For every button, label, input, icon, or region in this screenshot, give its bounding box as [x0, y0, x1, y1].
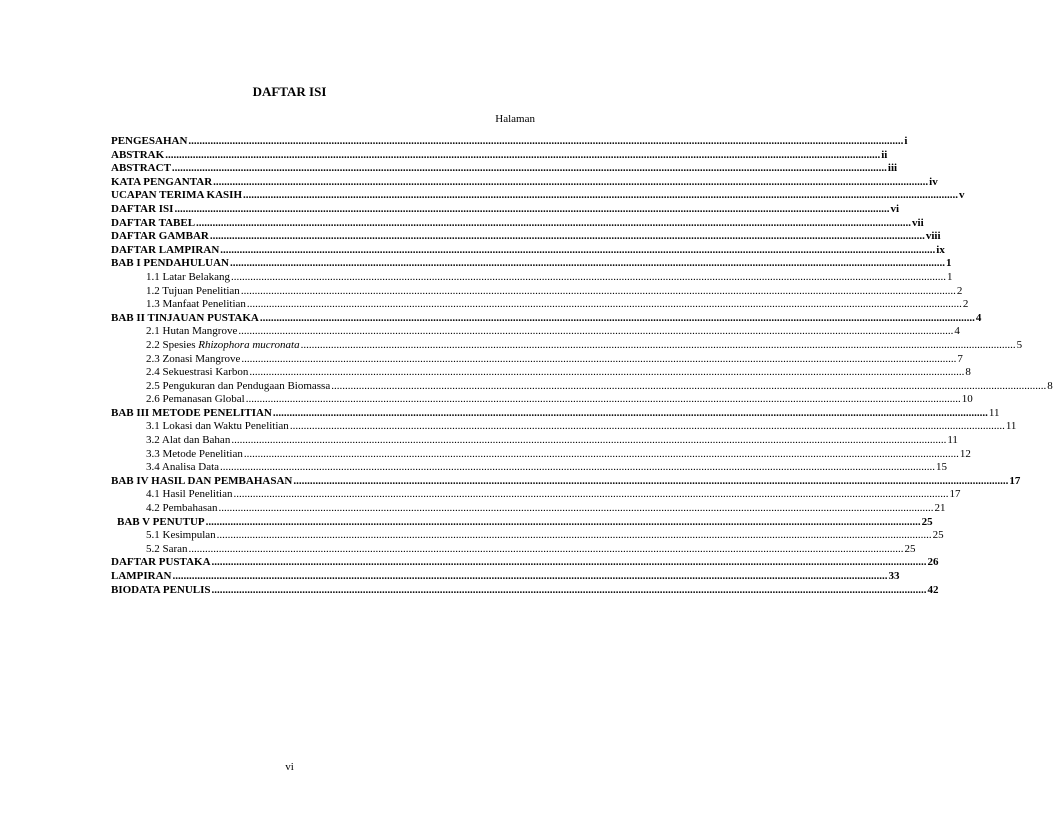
dot-leader: ....................................................................................................................................................................................................................................................................	[209, 230, 925, 243]
toc-section-row	[111, 529, 944, 543]
toc-section-row	[111, 270, 953, 285]
toc-entry-label	[111, 189, 242, 203]
toc-entry-label	[111, 556, 211, 570]
toc-entry-label	[111, 570, 172, 584]
dot-leader: ....................................................................................................................................................................................................................................................................	[188, 542, 904, 555]
dot-leader: ....................................................................................................................................................................................................................................................................	[229, 257, 945, 270]
toc-page-number: 25	[904, 542, 916, 555]
toc-section-row	[111, 542, 916, 557]
toc-entry-text: 5.2 Saran	[146, 542, 188, 555]
dot-leader: ....................................................................................................................................................................................................................................................................	[188, 135, 904, 147]
page-column-label: Halaman	[495, 113, 535, 125]
toc-entry-text: 2.3 Zonasi Mangrove	[146, 352, 241, 365]
toc-entry-label	[146, 420, 289, 434]
toc-page-number: 26	[927, 556, 939, 569]
toc-entry-text: DAFTAR GAMBAR	[111, 230, 209, 243]
toc-entry-text: 2.4 Sekuestrasi Karbon	[146, 366, 249, 379]
toc-entry-label	[111, 217, 195, 231]
toc-section-row	[111, 420, 1017, 434]
toc-entry-text: ABSTRACT	[111, 162, 171, 175]
dot-leader: ....................................................................................................................................................................................................................................................................	[240, 284, 956, 297]
toc-section-row	[111, 298, 969, 312]
toc-entry-label	[146, 543, 188, 557]
toc-entry-text: 3.2 Alat dan Bahan	[146, 434, 231, 447]
toc-chapter-row	[111, 135, 908, 149]
toc-page-number: ix	[936, 243, 945, 256]
toc-entry-text: 2.5 Pengukuran dan Pendugaan Biomassa	[146, 379, 331, 392]
page-title: DAFTAR ISI	[252, 84, 327, 99]
dot-leader: ....................................................................................................................................................................................................................................................................	[171, 162, 887, 175]
toc-entry-label	[146, 380, 330, 394]
toc-page-number: 1	[945, 257, 952, 270]
toc-section-row	[111, 488, 961, 502]
dot-leader: ....................................................................................................................................................................................................................................................................	[165, 148, 881, 161]
toc-page-number: 7	[957, 352, 963, 365]
dot-leader: ....................................................................................................................................................................................................................................................................	[220, 243, 936, 256]
toc-page-number: vi	[890, 202, 900, 215]
dot-leader: ....................................................................................................................................................................................................................................................................	[243, 189, 958, 202]
toc-page-number: 15	[936, 461, 948, 474]
toc-entry-label	[146, 353, 240, 367]
toc-entry-label	[146, 448, 243, 462]
toc-chapter-row	[111, 175, 938, 190]
dot-leader: ....................................................................................................................................................................................................................................................................	[231, 434, 947, 447]
toc-entry-label	[146, 339, 300, 353]
toc-page-number: 1	[947, 270, 953, 283]
toc-entry-label	[111, 407, 272, 421]
toc-entry-label	[117, 516, 205, 530]
toc-entry-text: BAB IV HASIL DAN PEMBAHASAN	[111, 474, 293, 487]
toc-entry-text: DAFTAR PUSTAKA	[111, 556, 211, 569]
toc-entry-text: 4.1 Hasil Penelitian	[146, 488, 233, 501]
toc-chapter-row	[111, 202, 900, 217]
toc-entry-text: 3.1 Lokasi dan Waktu Penelitian	[146, 420, 289, 433]
toc-page-number: 33	[888, 570, 900, 582]
toc-entry-label	[146, 271, 230, 285]
toc-section-row	[111, 434, 958, 448]
toc-entry-label	[111, 244, 219, 258]
toc-page-number: vii	[912, 216, 924, 229]
toc-page-number: 4	[975, 311, 982, 324]
dot-leader: ....................................................................................................................................................................................................................................................................	[246, 298, 962, 311]
toc-page-number: 4	[954, 325, 960, 338]
toc-page-number: 5	[1016, 338, 1023, 351]
dot-leader: ....................................................................................................................................................................................................................................................................	[238, 325, 954, 338]
toc-section-row	[111, 447, 971, 462]
dot-leader: ....................................................................................................................................................................................................................................................................	[259, 311, 975, 324]
toc-chapter-row	[111, 406, 1000, 421]
toc-entry-text: LAMPIRAN	[111, 570, 172, 582]
toc-entry-label	[111, 162, 171, 176]
toc-chapter-row	[111, 311, 982, 326]
toc-entry-text: DAFTAR LAMPIRAN	[111, 243, 220, 256]
dot-leader: ....................................................................................................................................................................................................................................................................	[245, 393, 961, 406]
toc-page-number: 2	[962, 298, 969, 311]
dot-leader: ....................................................................................................................................................................................................................................................................	[241, 352, 957, 365]
toc-entry-text: BAB II TINJAUAN PUSTAKA	[111, 311, 259, 324]
toc-entry-text: UCAPAN TERIMA KASIH	[111, 189, 242, 202]
dot-leader: ....................................................................................................................................................................................................................................................................	[243, 447, 959, 460]
dot-leader: ....................................................................................................................................................................................................................................................................	[196, 216, 912, 229]
toc-entry-text: ABSTRAK	[111, 148, 165, 161]
toc-page-number: iv	[929, 175, 938, 188]
toc-page-number: 42	[927, 583, 939, 596]
dot-leader: ....................................................................................................................................................................................................................................................................	[331, 379, 1047, 392]
dot-leader: ....................................................................................................................................................................................................................................................................	[174, 202, 890, 215]
toc-section-row	[111, 366, 971, 380]
toc-entry-text: BAB I PENDAHULUAN	[111, 257, 229, 270]
toc-entry-text: 4.2 Pembahasan	[146, 502, 218, 515]
toc-entry-text: DAFTAR TABEL	[111, 216, 196, 229]
toc-entry-text: 3.3 Metode Penelitian	[146, 447, 243, 460]
toc-page-number: 12	[959, 447, 971, 460]
toc-entry-label	[146, 285, 240, 299]
toc-entry-label	[146, 529, 216, 543]
toc-chapter-row	[111, 189, 965, 203]
dot-leader: ....................................................................................................................................................................................................................................................................	[289, 420, 1005, 433]
toc-entry-text: BAB III METODE PENELITIAN	[111, 406, 272, 419]
toc-page-number: 17	[949, 488, 961, 501]
toc-page-number: 11	[988, 406, 1000, 419]
toc-entry-label	[146, 325, 237, 339]
toc-page-number: 17	[1009, 474, 1021, 487]
toc-page-number: v	[959, 189, 965, 202]
toc-chapter-row	[111, 515, 933, 530]
toc-page-number: 11	[1005, 420, 1017, 433]
toc-page-number: 8	[965, 366, 971, 379]
toc-entry-label	[111, 135, 187, 149]
toc-entry-label	[111, 176, 212, 190]
toc-chapter-row	[111, 230, 941, 244]
toc-page-number: 2	[956, 284, 963, 297]
dot-leader: ....................................................................................................................................................................................................................................................................	[272, 406, 988, 419]
toc-entry-text: 3.4 Analisa Data	[146, 461, 220, 474]
dot-leader: ....................................................................................................................................................................................................................................................................	[220, 461, 936, 474]
toc-entry-text: 1.2 Tujuan Penelitian	[146, 284, 240, 297]
toc-page-number: 8	[1047, 379, 1053, 392]
dot-leader: ....................................................................................................................................................................................................................................................................	[233, 488, 949, 501]
dot-leader: ....................................................................................................................................................................................................................................................................	[231, 270, 946, 283]
toc-page-number: iii	[887, 162, 898, 175]
toc-chapter-row	[111, 216, 924, 231]
toc-page-number: 10	[961, 393, 973, 406]
toc-section-row	[111, 502, 946, 516]
toc-page-number: viii	[925, 230, 941, 243]
toc-entry-text: 2.1 Hutan Mangrove	[146, 325, 238, 338]
toc-entry-label	[111, 203, 173, 217]
table-of-contents	[111, 135, 1053, 597]
toc-entry-italic-text: Rhizophora mucronata	[198, 338, 300, 351]
toc-entry-text: DAFTAR ISI	[111, 202, 174, 215]
toc-entry-label	[146, 461, 219, 475]
toc-section-row	[111, 284, 963, 299]
toc-entry-label	[146, 502, 217, 516]
toc-section-row	[111, 352, 963, 367]
toc-entry-text: BAB V PENUTUP	[117, 515, 205, 528]
toc-chapter-row	[111, 583, 939, 598]
toc-entry-text: 5.1 Kesimpulan	[146, 529, 216, 542]
toc-entry-text: 2.2 Spesies	[146, 338, 199, 351]
toc-entry-label	[111, 312, 259, 326]
page-number: vi	[285, 761, 294, 773]
toc-entry-label	[111, 475, 292, 489]
toc-section-row	[111, 338, 1023, 353]
toc-entry-text: BIODATA PENULIS	[111, 583, 211, 596]
toc-section-row	[111, 461, 948, 475]
toc-section-row	[111, 393, 973, 407]
dot-leader: ....................................................................................................................................................................................................................................................................	[293, 474, 1009, 487]
toc-chapter-row	[111, 257, 952, 271]
toc-page-number: i	[904, 135, 908, 147]
dot-leader: ....................................................................................................................................................................................................................................................................	[213, 175, 929, 188]
toc-chapter-row	[111, 162, 898, 176]
toc-entry-text: PENGESAHAN	[111, 135, 188, 147]
toc-entry-label	[146, 434, 230, 448]
toc-entry-text: 2.6 Pemanasan Global	[146, 393, 245, 406]
toc-chapter-row	[111, 148, 888, 163]
dot-leader: ....................................................................................................................................................................................................................................................................	[172, 570, 888, 582]
dot-leader: ....................................................................................................................................................................................................................................................................	[300, 338, 1016, 351]
dot-leader: ....................................................................................................................................................................................................................................................................	[216, 529, 932, 542]
toc-entry-label	[111, 149, 164, 163]
dot-leader: ....................................................................................................................................................................................................................................................................	[205, 515, 921, 528]
toc-chapter-row	[111, 570, 900, 584]
toc-entry-label	[146, 393, 245, 407]
toc-chapter-row	[111, 556, 939, 570]
toc-chapter-row	[111, 474, 1021, 489]
toc-page-number: 25	[932, 529, 944, 542]
toc-section-row	[111, 325, 960, 339]
toc-section-row	[111, 379, 1053, 394]
toc-entry-label	[111, 584, 211, 598]
toc-entry-label	[111, 230, 209, 244]
toc-entry-label	[146, 488, 232, 502]
toc-entry-label	[146, 298, 246, 312]
toc-page-number: 21	[934, 502, 946, 515]
toc-chapter-row	[111, 243, 945, 258]
dot-leader: ....................................................................................................................................................................................................................................................................	[249, 366, 965, 379]
toc-entry-label	[111, 257, 229, 271]
toc-entry-label	[146, 366, 248, 380]
toc-page-number: 11	[947, 434, 958, 447]
dot-leader: ....................................................................................................................................................................................................................................................................	[211, 583, 927, 596]
toc-entry-text: KATA PENGANTAR	[111, 175, 213, 188]
toc-page-number: ii	[881, 148, 888, 161]
toc-entry-text: 1.3 Manfaat Penelitian	[146, 298, 246, 311]
dot-leader: ....................................................................................................................................................................................................................................................................	[211, 556, 927, 569]
dot-leader: ....................................................................................................................................................................................................................................................................	[218, 502, 934, 515]
toc-page-number: 25	[921, 515, 933, 528]
toc-entry-text: 1.1 Latar Belakang	[146, 270, 230, 283]
